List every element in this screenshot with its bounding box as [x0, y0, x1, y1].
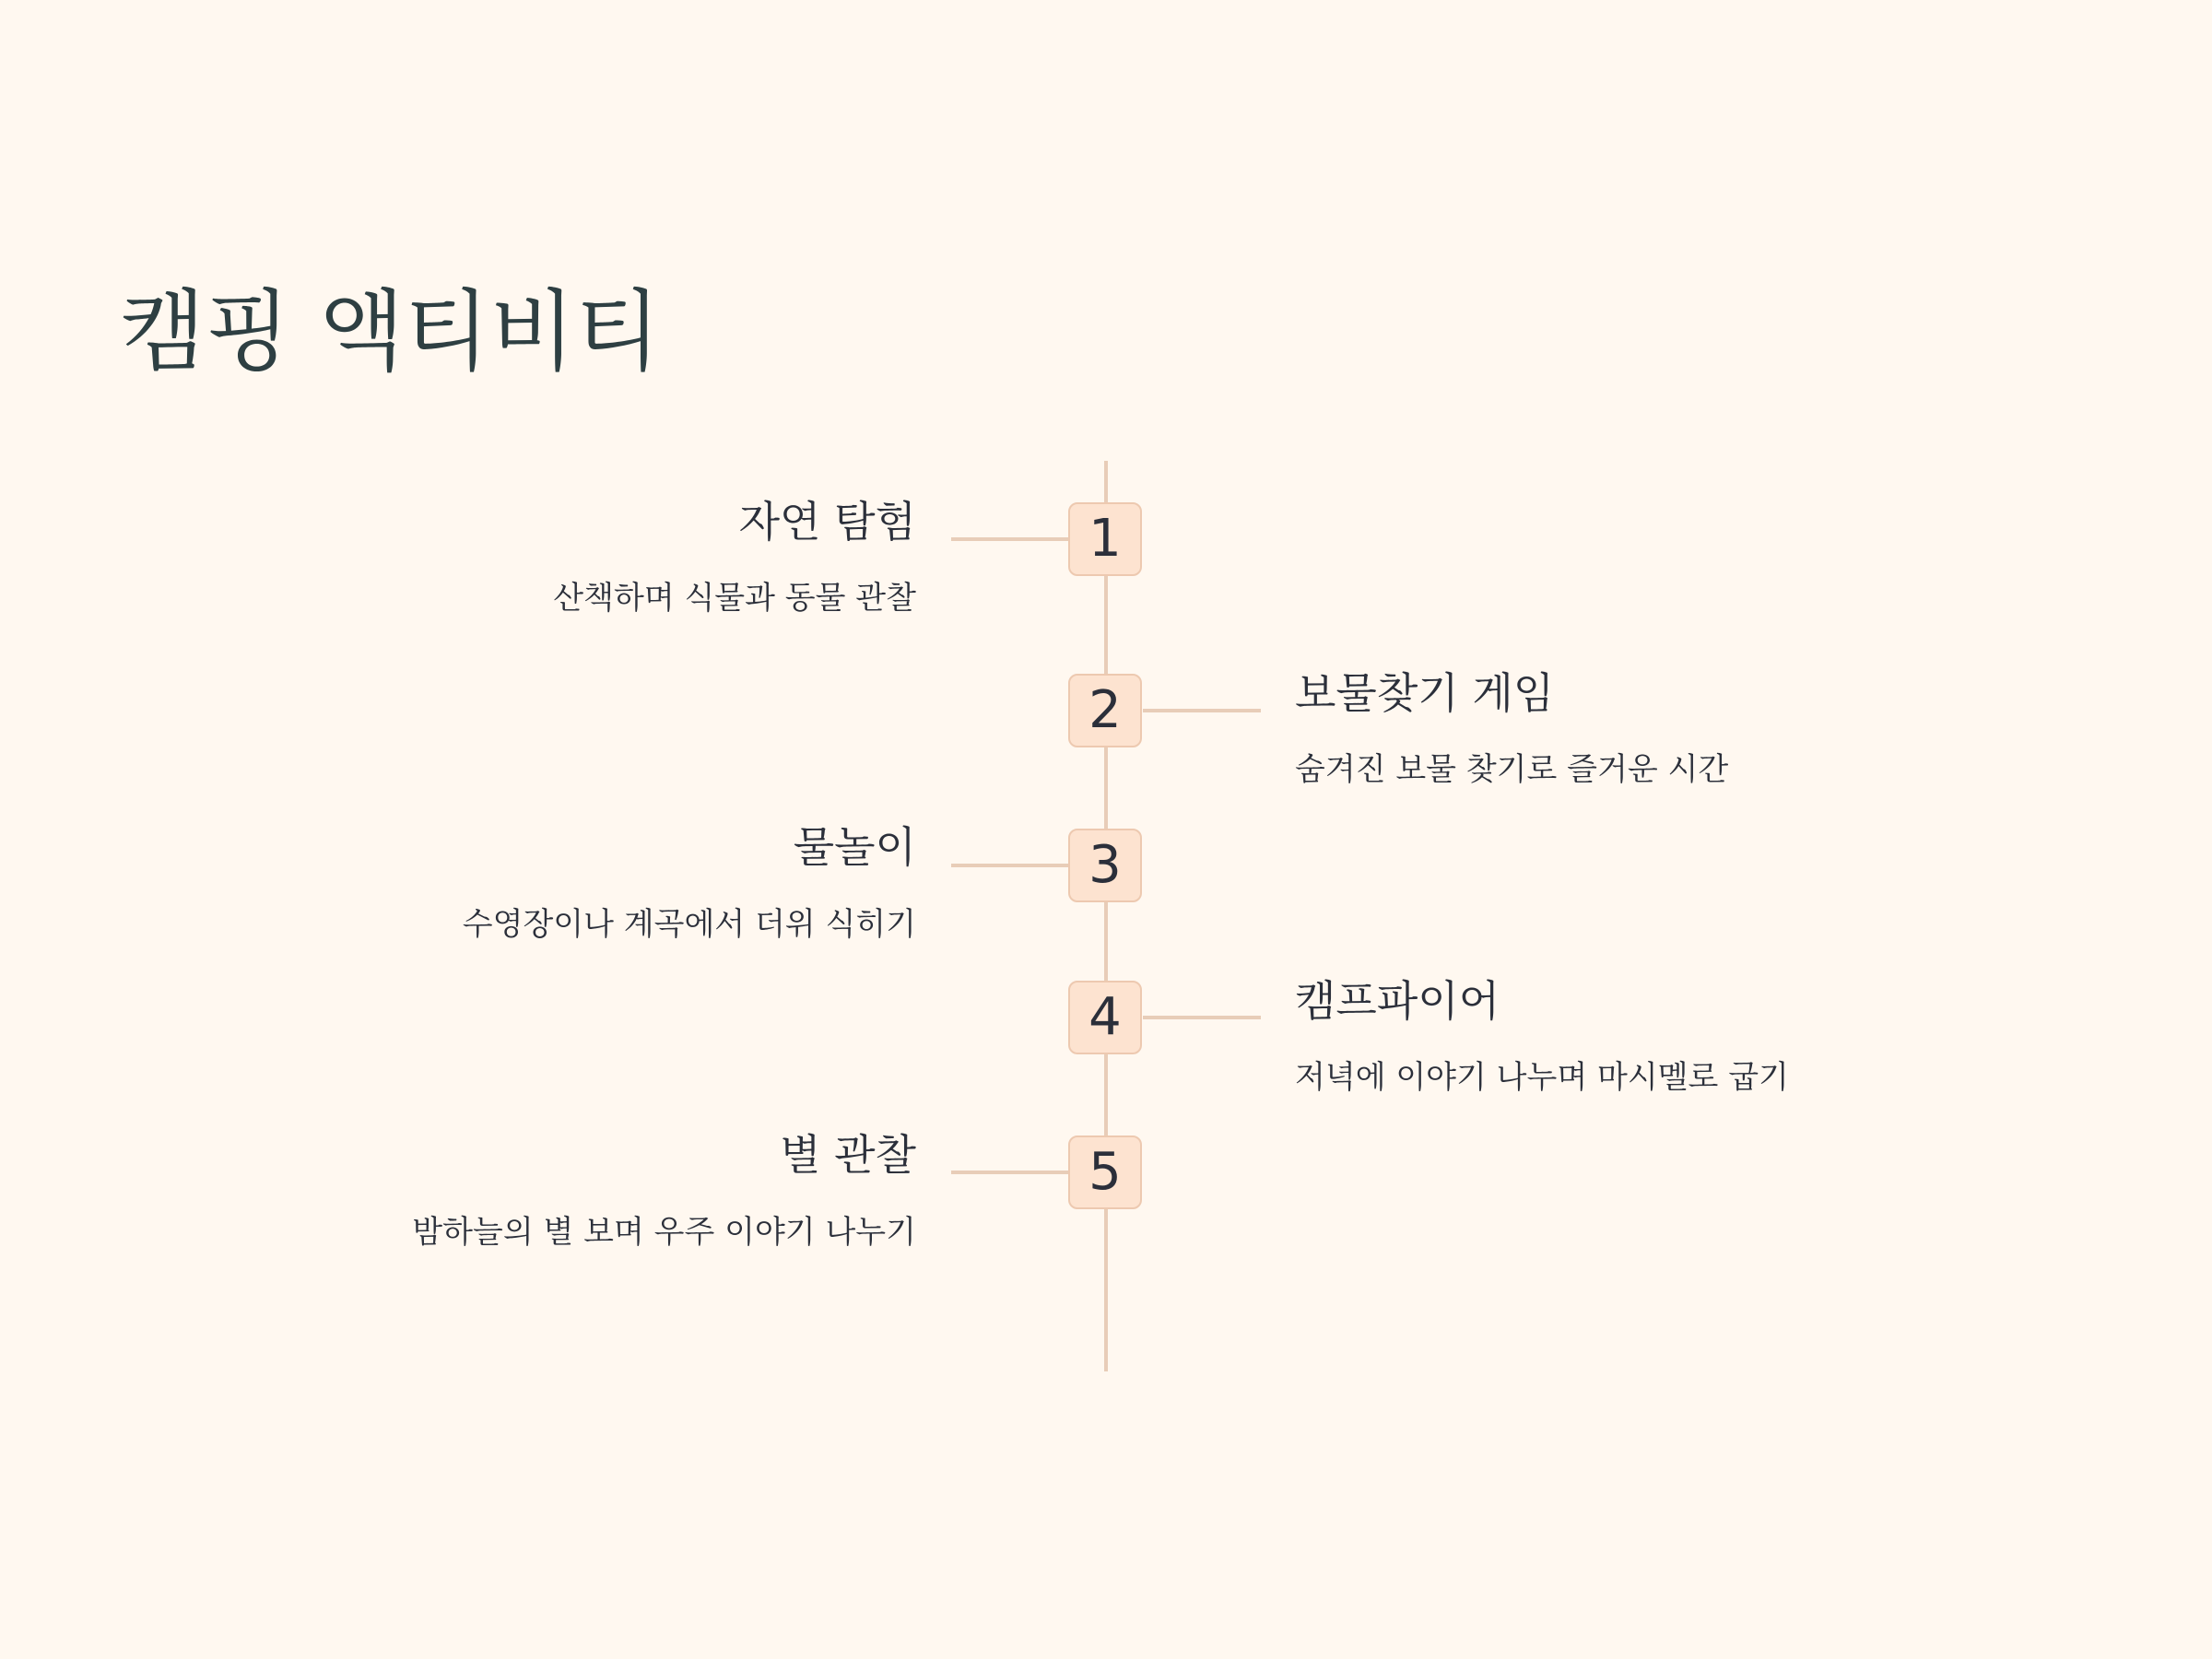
step-3-title: 물놀이	[793, 822, 916, 872]
step-4-number-badge: 4	[1068, 981, 1142, 1054]
page-title: 캠핑 액티비티	[120, 280, 661, 383]
step-2-description: 숨겨진 보물 찾기로 즐거운 시간	[1295, 751, 1729, 788]
step-3-number-badge: 3	[1068, 829, 1142, 902]
step-1-connector	[951, 537, 1069, 541]
step-5-description: 밤하늘의 별 보며 우주 이야기 나누기	[412, 1214, 916, 1251]
step-1-number-badge: 1	[1068, 502, 1142, 576]
timeline-spine	[1104, 461, 1108, 1371]
step-5-title: 별 관찰	[780, 1130, 916, 1180]
step-4-title: 캠프파이어	[1295, 976, 1500, 1026]
step-4-connector	[1143, 1016, 1261, 1019]
step-2-connector	[1143, 709, 1261, 712]
step-1-title: 자연 탐험	[738, 497, 916, 547]
step-4-description: 저녁에 이야기 나누며 마시멜로 굽기	[1295, 1059, 1789, 1096]
step-1-description: 산책하며 식물과 동물 관찰	[553, 580, 916, 617]
step-3-connector	[951, 864, 1069, 867]
step-5-connector	[951, 1171, 1069, 1174]
step-5-number-badge: 5	[1068, 1135, 1142, 1209]
step-3-description: 수영장이나 계곡에서 더위 식히기	[462, 906, 916, 943]
step-2-number-badge: 2	[1068, 674, 1142, 747]
step-2-title: 보물찾기 게임	[1295, 668, 1555, 718]
